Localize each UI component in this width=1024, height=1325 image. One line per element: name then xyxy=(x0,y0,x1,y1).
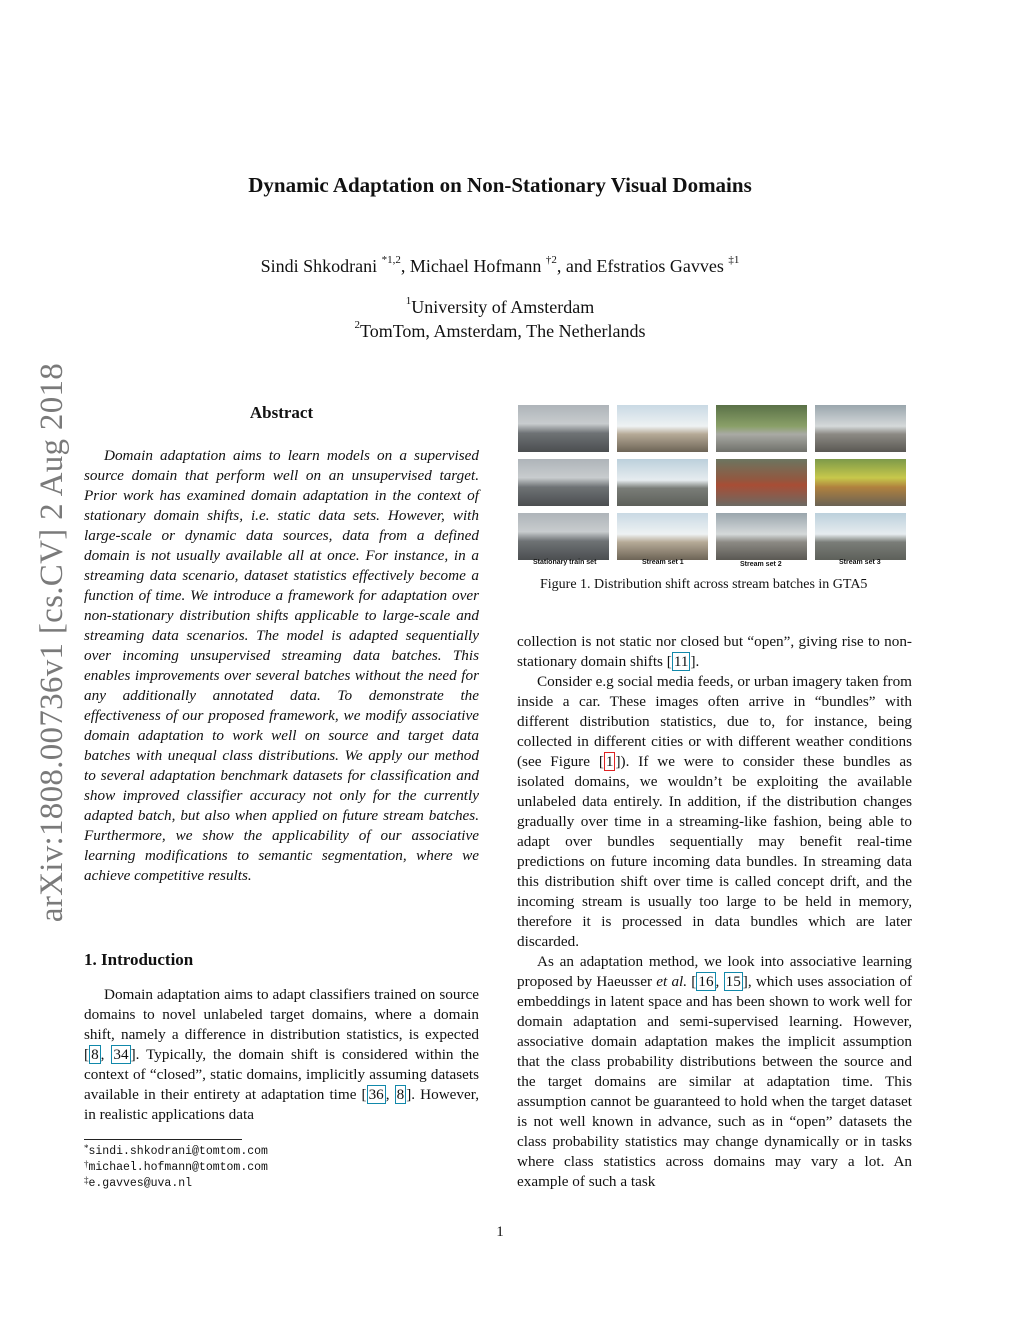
affiliation xyxy=(0,321,1000,342)
affiliation-mark: 1 xyxy=(405,295,412,307)
author-name: Michael Hofmann xyxy=(409,256,542,276)
footnote-email[interactable]: michael.hofmann@tomtom.com xyxy=(88,1161,268,1174)
text-run: ], which uses association of embeddings in latent space and has been shown to work well for domain adaptation and semi-supervised learning. However, associative domain adaptation makes the implicit assumption that the class probability distributions between the source and the target domains are similar at adaptation time. This assumption cannot be guaranteed to hold when the target dataset is not well known in advance, such as in “open” datasets the class probability statistics may change dynamically or in tasks where class statistics across domains may vary a lot. An example of such a task xyxy=(517,973,912,1190)
author-separator: , and xyxy=(556,256,592,276)
citation-link[interactable]: 8 xyxy=(396,1086,405,1103)
citation-link[interactable]: 34 xyxy=(113,1046,129,1063)
footnote-email[interactable]: e.gavves@uva.nl xyxy=(88,1177,193,1190)
citation-link[interactable]: 15 xyxy=(725,973,741,990)
footnote-email[interactable]: sindi.shkodrani@tomtom.com xyxy=(88,1145,268,1158)
text-run: [ xyxy=(687,973,697,990)
author-name: Efstratios Gavves xyxy=(596,256,724,276)
text-run: ]. xyxy=(690,653,700,670)
author-name: Sindi Shkodrani xyxy=(260,256,378,276)
figure-label: Stationary train set xyxy=(533,559,597,566)
body-paragraph xyxy=(517,952,912,1192)
affiliation xyxy=(0,297,1000,318)
page-number: 1 xyxy=(496,1224,504,1240)
figure-thumbnail xyxy=(518,405,609,452)
figure-thumbnail xyxy=(716,405,807,452)
arxiv-stamp xyxy=(22,355,82,930)
abstract-body xyxy=(84,446,479,886)
text-run: Domain adaptation aims to adapt classifiers trained on source domains to novel unlabeled target domains, where a domain shift, namely a difference in distribution statistics, is expected [ xyxy=(84,986,479,1063)
figure-thumbnail xyxy=(617,513,708,560)
text-run: collection is not static nor closed but “open”, giving rise to non-stationary domain shifts [ xyxy=(517,633,912,670)
footnote-mark: * xyxy=(84,1143,89,1153)
footnote-mark: † xyxy=(84,1159,89,1169)
figure-caption: Figure 1. Distribution shift across stream batches in GTA5 xyxy=(540,577,868,592)
author-mark: ‡1 xyxy=(728,254,740,266)
footnote-mark: ‡ xyxy=(84,1175,89,1185)
footnote xyxy=(84,1161,268,1174)
author-list xyxy=(0,256,1000,277)
right-column-body xyxy=(517,632,912,1192)
intro-body xyxy=(84,985,479,1125)
citation-link[interactable]: 11 xyxy=(673,653,689,670)
body-paragraph xyxy=(517,672,912,952)
footnote xyxy=(84,1177,192,1190)
arxiv-stamp-text: arXiv:1808.00736v1 [cs.CV] 2 Aug 2018 xyxy=(34,362,70,923)
citation-link[interactable]: 16 xyxy=(698,973,714,990)
intro-paragraph xyxy=(84,985,479,1125)
text-run: ]). If we were to consider these bundles as isolated domains, we wouldn’t be exploiting the available unlabeled data entirely. In addition, if the distribution changes gradually over time in a streaming-like fashion, being able to adapt over bundles sequentially may benefit real-time predictions on future incoming data bundles. In streaming data this distribution shift over time is called concept drift, and the incoming stream is usually too large to be held in memory, therefore it is processed in data bundles which are later discarded. xyxy=(517,753,912,950)
figure-thumbnail xyxy=(617,405,708,452)
figure-thumbnail xyxy=(518,459,609,506)
abstract-text: Domain adaptation aims to learn models on a supervised source domain that perform well on an unsupervised target. Prior work has examined domain adaptation in the context of stationary domain shifts, i.e. static data sets. However, with large-scale or dynamic data sources, data from a defined domain is not usually available all at once. For instance, in a streaming data scenario, dataset statistics effectively become a function of time. We introduce a framework for adaptation over non-stationary distribution shifts applicable to large-scale and streaming data scenarios. The model is adapted sequentially over incoming unsupervised streaming data batches. This enables improvements over several batches without the need for any additionally annotated data. To demonstrate the effectiveness of our proposed framework, we modify associative domain adaptation to work well on source and target data batches with unequal class distributions. We apply our method to several adaptation benchmark datasets for classification and show improved classifier accuracy not only for the currently adapted batch, but also when applied on future stream batches. Furthermore, we show the applicability of our associative learning modifications to semantic segmentation, where we achieve competitive results. xyxy=(84,447,479,884)
figure-thumbnail xyxy=(815,513,906,560)
figure-image-grid xyxy=(518,405,910,567)
figure-thumbnail xyxy=(518,513,609,560)
author-separator: , xyxy=(400,256,406,276)
citation-link[interactable]: 36 xyxy=(368,1086,384,1103)
figure-thumbnail xyxy=(716,513,807,560)
text-run: Consider e.g social media feeds, or urban imagery taken from inside a car. These images often arrive in “bundles” with different distribution statistics, due to, for instance, being collected in different cities or with different weather conditions (see Figure [ xyxy=(517,673,912,770)
text-run: As an adaptation method, we look into associative learning proposed by Haeusser xyxy=(517,953,912,990)
et-al: et al. xyxy=(656,973,688,990)
figure-label: Stream set 1 xyxy=(642,559,684,566)
intro-heading: 1. Introduction xyxy=(84,950,194,969)
citation-separator: , xyxy=(385,1086,395,1103)
abstract-heading: Abstract xyxy=(249,403,314,422)
figure-link[interactable]: 1 xyxy=(605,753,614,770)
citation-separator: , xyxy=(100,1046,112,1063)
footnote-rule xyxy=(84,1139,242,1140)
citation-separator: , xyxy=(715,973,724,990)
author-mark: †2 xyxy=(545,254,557,266)
figure-label: Stream set 3 xyxy=(839,559,881,566)
figure-thumbnail xyxy=(815,459,906,506)
text-run: ]. However, in realistic applications data xyxy=(84,1086,480,1123)
body-paragraph xyxy=(517,632,912,672)
affiliation-text: University of Amsterdam xyxy=(411,297,595,317)
affiliation-mark: 2 xyxy=(354,319,360,331)
text-run: ]. Typically, the domain shift is considered within the context of “closed”, static domains, implicitly assuming datasets available in their entirety at adaptation time [ xyxy=(84,1046,479,1103)
figure-thumbnail xyxy=(815,405,906,452)
author-mark: *1,2 xyxy=(381,254,401,266)
footnote xyxy=(84,1145,268,1158)
affiliation-text: TomTom, Amsterdam, The Netherlands xyxy=(359,321,646,341)
paper-title: Dynamic Adaptation on Non-Stationary Visual Domains xyxy=(248,173,752,197)
figure-label: Stream set 2 xyxy=(740,561,782,568)
citation-link[interactable]: 8 xyxy=(91,1046,99,1063)
figure-thumbnail xyxy=(716,459,807,506)
figure-thumbnail xyxy=(617,459,708,506)
figure-column-labels xyxy=(518,559,910,573)
